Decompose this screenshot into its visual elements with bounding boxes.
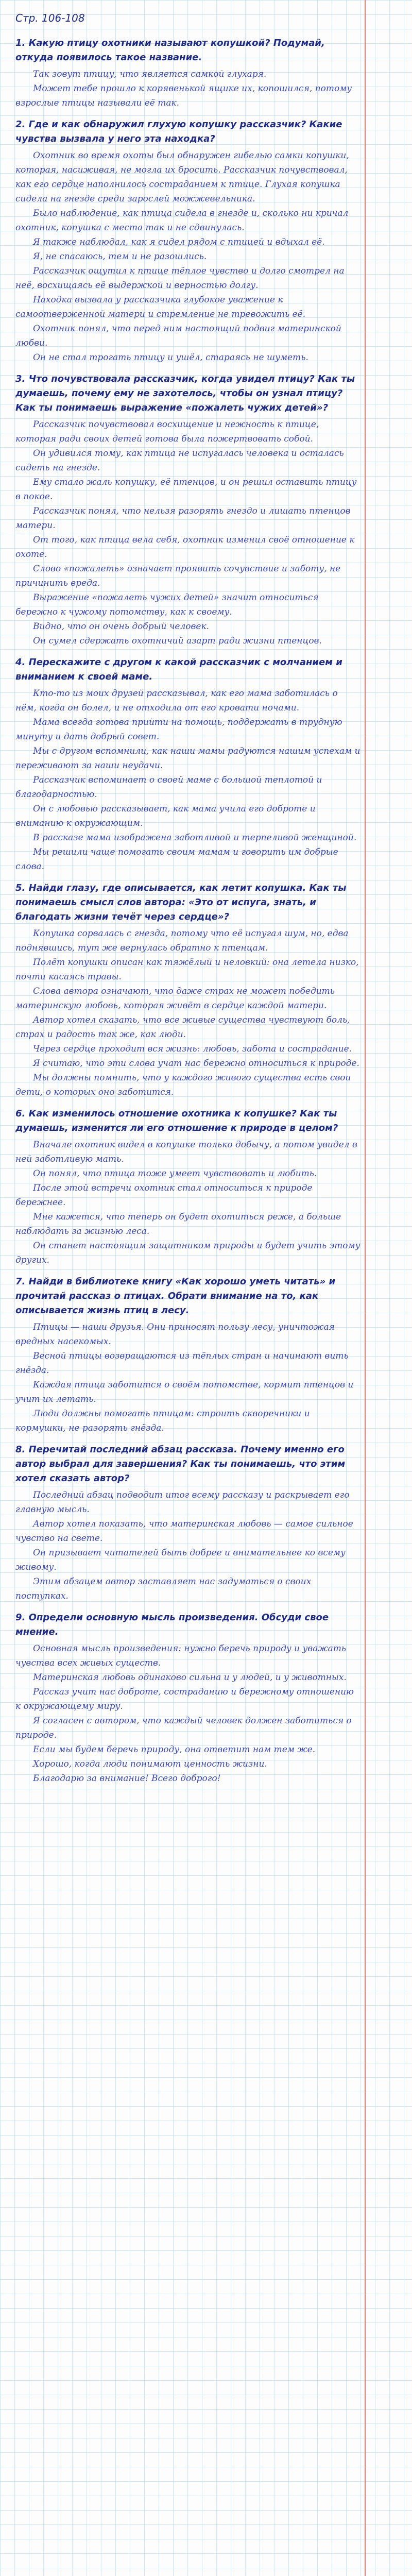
answer-text: Автор хотел сказать, что все живые существа чувствуют боль, страх и радость так же, как люди. <box>15 1015 350 1040</box>
answer-text: Я считаю, что эти слова учат нас бережно относиться к природе. <box>33 1058 359 1069</box>
question-text: 8. Перечитай последний абзац рассказа. Почему именно его автор выбрал для завершения? Как ты понимаешь, что этим хотел сказать автор? <box>15 1444 346 1484</box>
qa-blocks <box>15 36 360 1786</box>
answer-text: Если мы будем беречь природу, она ответит нам тем же. <box>33 1744 316 1755</box>
answer-text: Мы с другом вспомнили, как наши мамы радуются нашим успехам и переживают за наши неудачи. <box>15 746 360 771</box>
answer-text: Рассказ учит нас доброте, состраданию и бережному отношению к окружающему миру. <box>15 1687 354 1711</box>
answer-text: Материнская любовь одинаково сильна и у людей, и у животных. <box>33 1672 347 1683</box>
answer-text: Выражение «пожалеть чужих детей» значит относиться бережно к чужому потомству, как к своему. <box>15 592 319 617</box>
answer-text: Кто-то из моих друзей рассказывал, как его мама заботилась о нём, когда он болел, и не отходила от его кровати ночами. <box>15 688 338 713</box>
answer-text: Полёт копушки описан как тяжёлый и неловкий: она летела низко, почти касаясь травы. <box>15 957 359 982</box>
answer-text: Он станет настоящим защитником природы и будет учить этому других. <box>15 1241 360 1265</box>
question-text: 7. Найди в библиотеке книгу «Как хорошо уметь читать» и прочитай рассказ о птицах. Обрати внимание на то, как описывается жизнь птиц в лесу. <box>15 1276 336 1316</box>
answer-text: Благодарю за внимание! Всего доброго! <box>33 1773 221 1784</box>
answer-text: Слова автора означают, что даже страх не может победить материнскую любовь, которая живёт в сердце каждой матери. <box>15 986 335 1011</box>
question-text: 1. Какую птицу охотники называют копушкой? Подумай, откуда появилось такое название. <box>15 38 325 63</box>
answer-text: Может тебе прошло к корявенькой ящике их, копошился, потому взрослые птицы называли её так. <box>15 83 352 108</box>
question-text: 3. Что почувствовала рассказчик, когда увидел птицу? Как ты думаешь, почему ему не захотелось, чтобы он узнал птицу? Как ты понимаешь выражение «пожалеть чужих детей»? <box>15 374 355 413</box>
answer-text: Он понял, что птица тоже умеет чувствовать и любить. <box>33 1168 317 1179</box>
answer-text: От того, как птица вела себя, охотник изменил своё отношение к охоте. <box>15 535 355 560</box>
answer-text: Так зовут птицу, что является самкой глухаря. <box>33 69 267 79</box>
answer-text: Через сердце проходит вся жизнь: любовь, забота и сострадание. <box>33 1044 352 1054</box>
answer-text: Весной птицы возвращаются из тёплых стран и начинают вить гнёзда. <box>15 1351 349 1376</box>
answer-text: Находка вызвала у рассказчика глубокое уважение к самоотверженной матери и стремление не тревожить её. <box>15 295 306 319</box>
question-text: 2. Где и как обнаружил глухую копушку рассказчик? Какие чувства вызвала у него эта находка? <box>15 119 342 144</box>
answer-text: Хорошо, когда люди понимают ценность жизни. <box>33 1759 267 1769</box>
answer-text: Птицы — наши друзья. Они приносят пользу лесу, уничтожая вредных насекомых. <box>15 1322 335 1347</box>
answer-text: Мне кажется, что теперь он будет охотиться реже, а больше наблюдать за жизнью леса. <box>15 1212 341 1236</box>
answer-text: Он с любовью рассказывает, как мама учила его доброте и вниманию к окружающим. <box>15 804 316 828</box>
question-text: 6. Как изменилось отношение охотника к копушке? Как ты думаешь, изменится ли его отношение к природе в целом? <box>15 1108 338 1133</box>
answer-text: После этой встречи охотник стал относиться к природе бережнее. <box>15 1183 313 1208</box>
answer-text: Я, не спасаюсь, тем и не разошлись. <box>33 251 207 262</box>
answer-text: Вначале охотник видел в копушке только добычу, а потом увидел в ней заботливую мать. <box>15 1140 357 1164</box>
answer-text: Он не стал трогать птицу и ушёл, стараясь не шуметь. <box>33 352 308 363</box>
question-text: 4. Перескажите с другом к какой рассказчик с молчанием и вниманием к своей маме. <box>15 657 342 682</box>
answer-text: Мама всегда готова прийти на помощь, поддержать в трудную минуту и дать добрый совет. <box>15 717 342 742</box>
answer-text: Было наблюдение, как птица сидела в гнезде и, сколько ни кричал охотник, копушка с места так и не сдвинулась. <box>15 208 349 233</box>
answer-text: Рассказчик понял, что нельзя разорять гнездо и лишать птенцов матери. <box>15 506 351 531</box>
answer-text: Слово «пожалеть» означает проявить сочувствие и заботу, не причинить вреда. <box>15 564 341 588</box>
answer-text: Охотник понял, что перед ним настоящий подвиг материнской любви. <box>15 324 341 348</box>
answer-text: Копушка сорвалась с гнезда, потому что её испугал шум, но, едва поднявшись, тут же вернулась обратно к птенцам. <box>15 928 349 953</box>
answer-text: Каждая птица заботится о своём потомстве, кормит птенцов и учит их летать. <box>15 1380 354 1404</box>
answer-text: Мы решили чаще помогать своим мамам и говорить им добрые слова. <box>15 847 338 872</box>
answer-text: Я согласен с автором, что каждый человек должен заботиться о природе. <box>15 1716 352 1740</box>
margin-line <box>365 0 366 2576</box>
answer-text: Охотник во время охоты был обнаружен гибелью самки копушки, которая, насиживая, не могла их бросить. Рассказчик почувствовал, как его сердце наполнилось состраданием к птице. Глухая копушка сидела на гнезде среди зарослей можжевельника. <box>15 150 349 204</box>
answer-text: Рассказчик ощутил к птице тёплое чувство и долго смотрел на неё, восхищаясь её выдержкой и верностью долгу. <box>15 266 345 291</box>
question-text: 9. Определи основную мысль произведения. Обсуди свое мнение. <box>15 1612 329 1637</box>
answer-text: Я также наблюдал, как я сидел рядом с птицей и вдыхал её. <box>33 237 325 247</box>
answer-text: В рассказе мама изображена заботливой и терпеливой женщиной. <box>33 833 357 843</box>
answer-text: Он сумел сдержать охотничий азарт ради жизни птенцов. <box>33 636 322 646</box>
homework-content <box>15 7 360 1786</box>
answer-text: Рассказчик вспоминает о своей маме с большой теплотой и благодарностью. <box>15 775 322 800</box>
answer-text: Основная мысль произведения: нужно беречь природу и уважать чувства всех живых существ. <box>15 1643 347 1668</box>
answer-text: Последний абзац подводит итог всему рассказу и раскрывает его главную мысль. <box>15 1490 350 1515</box>
answer-text: Люди должны помогать птицам: строить скворечники и кормушки, не разорять гнёзда. <box>15 1409 310 1433</box>
answer-text: Этим абзацем автор заставляет нас задуматься о своих поступках. <box>15 1577 312 1601</box>
answer-text: Он призывает читателей быть добрее и внимательнее ко всему живому. <box>15 1548 346 1572</box>
answer-text: Видно, что он очень добрый человек. <box>33 621 210 632</box>
answer-text: Мы должны помнить, что у каждого живого существа есть свои дети, о которых оно заботится. <box>15 1073 351 1097</box>
question-text: 5. Найди глазу, где описывается, как летит копушка. Как ты понимаешь смысл слов автора: «Это от испуга, знать, и благодать жизни течёт через сердце»? <box>15 883 347 922</box>
answer-text: Ему стало жаль копушку, её птенцов, и он решил оставить птицу в покое. <box>15 477 357 502</box>
page-reference: Стр. 106-108 <box>15 12 85 24</box>
answer-text: Рассказчик почувствовал восхищение и нежность к птице, которая ради своих детей готова была пожертвовать собой. <box>15 419 319 444</box>
answer-text: Он удивился тому, как птица не испугалась человека и осталась сидеть на гнезде. <box>15 448 344 473</box>
answer-text: Автор хотел показать, что материнская любовь — самое сильное чувство на свете. <box>15 1519 353 1544</box>
